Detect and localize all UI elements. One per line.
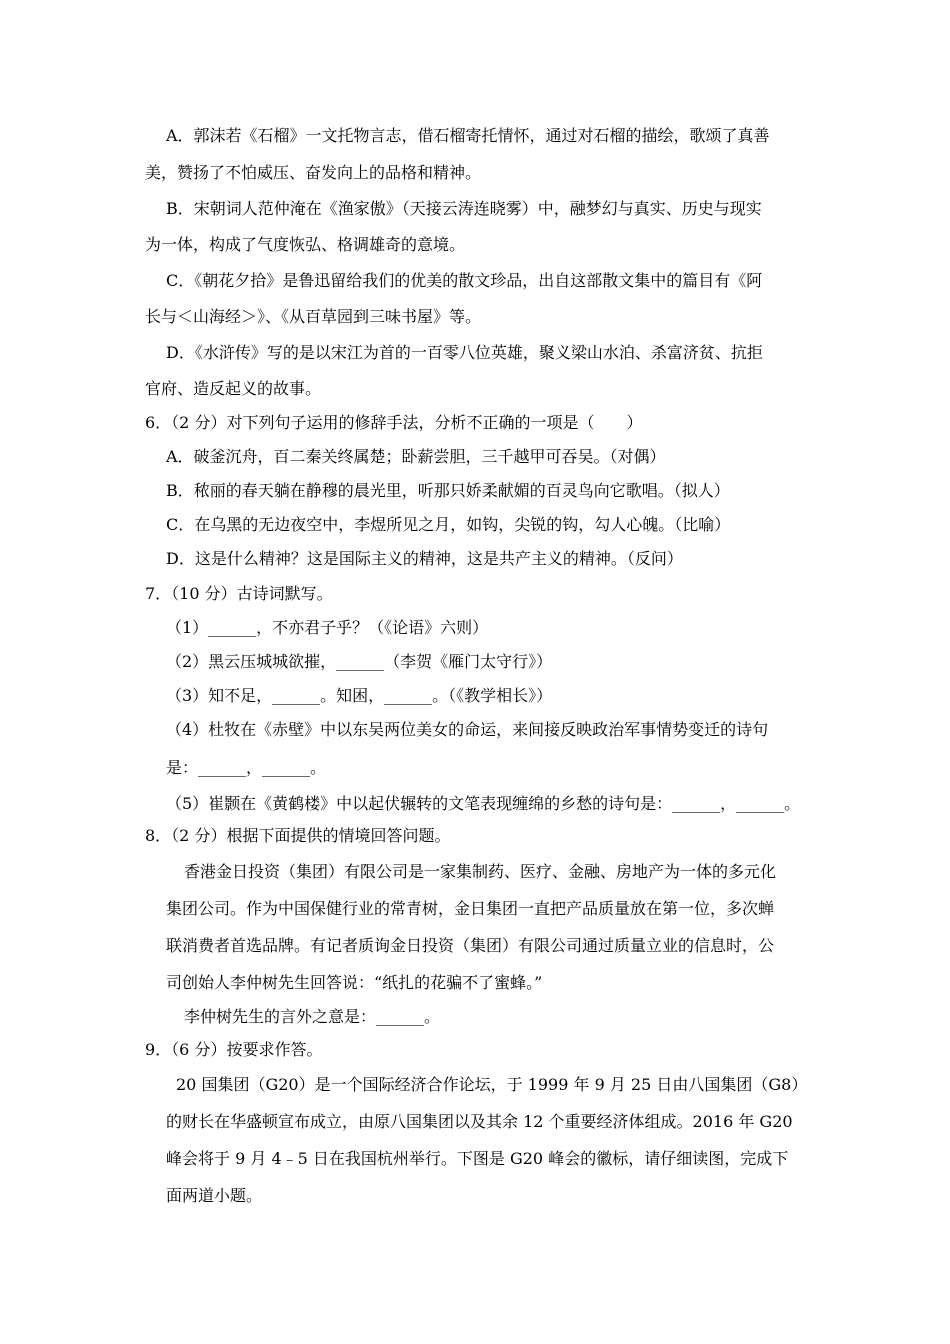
q8-stem: 8．（2 分）根据下面提供的情境回答问题。 <box>145 826 451 845</box>
q5-option-b-line1: B．宋朝词人范仲淹在《渔家傲》（天接云涛连晓雾）中，融梦幻与真实、历史与现实 <box>166 199 762 218</box>
q7-item-5: （5）崔颢在《黄鹤楼》中以起伏辗转的文笔表现缠绵的乡愁的诗句是：______，______。 <box>166 794 801 813</box>
q6-option-d: D．这是什么精神？这是国际主义的精神，这是共产主义的精神。（反问） <box>166 549 683 568</box>
q7-item-1: （1）______，不亦君子乎？（《论语》六则） <box>166 618 489 637</box>
q6-option-c: C．在乌黑的无边夜空中，李煜所见之月，如钩，尖锐的钩，勾人心魄。（比喻） <box>166 515 731 534</box>
q9-passage-line4: 面两道小题。 <box>166 1186 263 1205</box>
q6-option-a: A．破釜沉舟，百二秦关终属楚；卧薪尝胆，三千越甲可吞吴。（对偶） <box>166 447 666 466</box>
q5-option-a-line1: A．郭沫若《石榴》一文托物言志，借石榴寄托情怀，通过对石榴的描绘，歌颂了真善 <box>166 126 770 145</box>
q7-item-4-line2: 是：______，______。 <box>166 758 327 777</box>
q6-option-b: B．秾丽的春天躺在静穆的晨光里，听那只娇柔献媚的百灵鸟向它歌唱。（拟人） <box>166 481 730 500</box>
q8-passage-line3: 联消费者首选品牌。有记者质询金日投资（集团）有限公司通过质量立业的信息时，公 <box>166 936 775 955</box>
q9-passage-line3: 峰会将于 9 月 4﹣5 日在我国杭州举行。下图是 G20 峰会的徽标，请仔细读图，完成下 <box>166 1149 789 1168</box>
q7-item-4-line1: （4）杜牧在《赤壁》中以东吴两位美女的命运，来间接反映政治军事情势变迁的诗句 <box>166 720 769 739</box>
q9-passage-line2: 的财长在华盛顿宣布成立，由原八国集团以及其余 12 个重要经济体组成。2016 年 G20 <box>166 1112 793 1131</box>
q7-stem: 7．（10 分）古诗词默写。 <box>145 584 333 603</box>
q7-item-2: （2）黑云压城城欲摧，______（李贺《雁门太守行》） <box>166 652 553 671</box>
q8-answer-prompt: 李仲树先生的言外之意是：______。 <box>184 1007 441 1026</box>
q5-option-b-line2: 为一体，构成了气度恢弘、格调雄奇的意境。 <box>145 235 466 254</box>
q8-passage-line2: 集团公司。作为中国保健行业的常青树，金日集团一直把产品质量放在第一位，多次蝉 <box>166 899 775 918</box>
q5-option-c-line2: 长与＜山海经＞》、《从百草园到三味书屋》等。 <box>145 307 482 326</box>
q8-passage-line4: 司创始人李仲树先生回答说：“纸扎的花骗不了蜜蜂。” <box>166 973 543 992</box>
q6-stem: 6．（2 分）对下列句子运用的修辞手法，分析不正确的一项是（ ） <box>145 413 643 432</box>
q9-passage-line1: 20 国集团（G20）是一个国际经济合作论坛，于 1999 年 9 月 25 日由八国集团（G8） <box>176 1075 808 1094</box>
q7-item-3: （3）知不足，______。知困，______。（《教学相长》） <box>166 686 553 705</box>
q8-passage-line1: 香港金日投资（集团）有限公司是一家集制药、医疗、金融、房地产为一体的多元化 <box>184 862 777 881</box>
q5-option-d-line1: D．《水浒传》写的是以宋江为首的一百零八位英雄，聚义梁山水泊、杀富济贫、抗拒 <box>166 343 763 362</box>
q5-option-a-line2: 美，赞扬了不怕威压、奋发向上的品格和精神。 <box>145 163 482 182</box>
q9-stem: 9．（6 分）按要求作答。 <box>145 1040 323 1059</box>
q5-option-d-line2: 官府、造反起义的故事。 <box>145 379 322 398</box>
q5-option-c-line1: C．《朝花夕拾》是鲁迅留给我们的优美的散文珍品，出自这部散文集中的篇目有《阿 <box>166 271 763 290</box>
